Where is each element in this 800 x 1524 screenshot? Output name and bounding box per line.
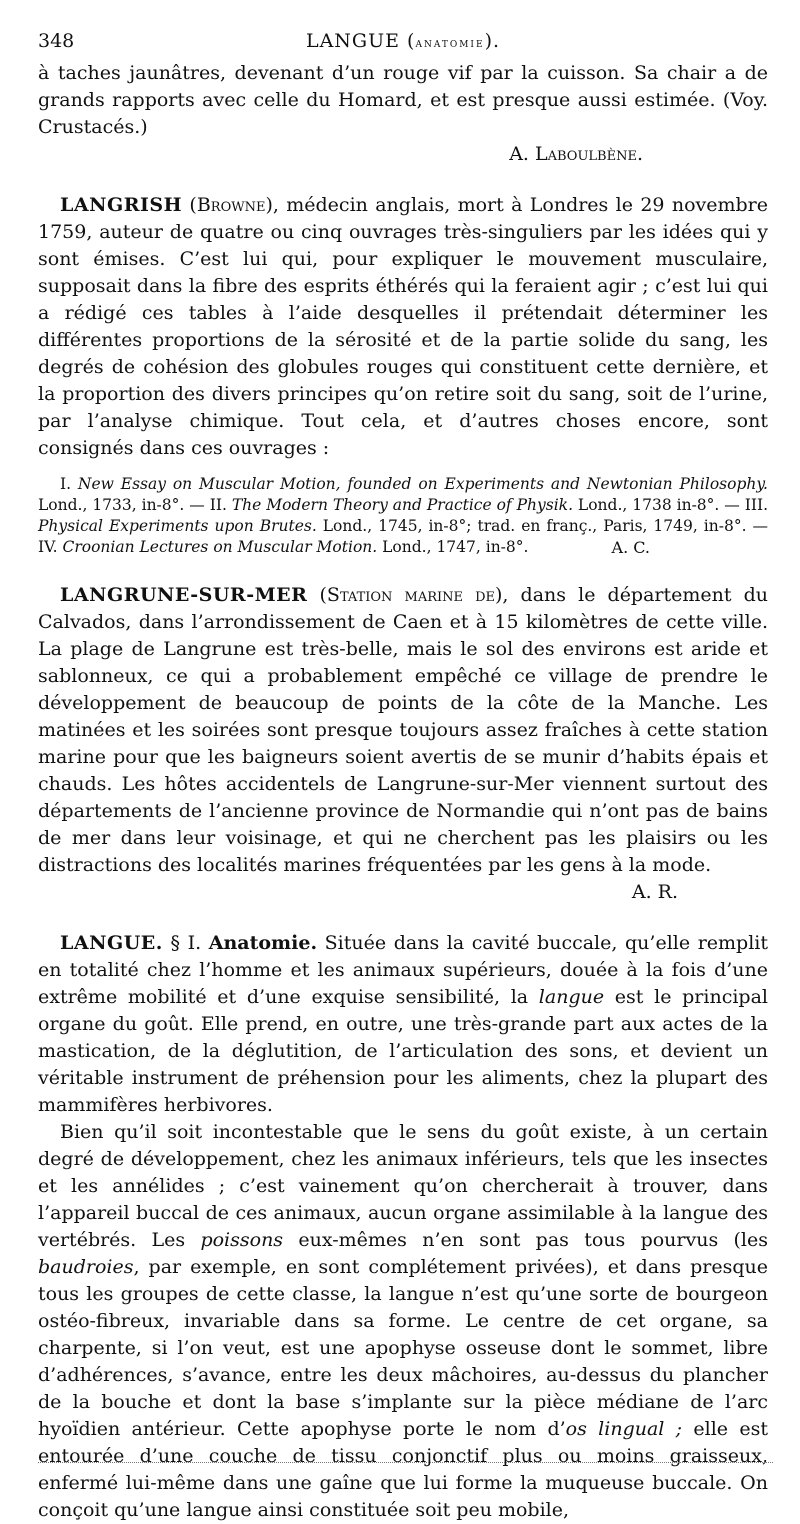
headword-langrish: LANGRISH — [60, 194, 183, 216]
footer-dotted-rule — [38, 1462, 773, 1463]
work-title: Croonian Lectures on Muscular Motion. — [62, 538, 378, 556]
langrish-text: , médecin anglais, mort à Londres le 29 novembre 1759, auteur de quatre ou cinq ouvrages très-singuliers par les idées qui y sont émises. C’est lui qui, pour expliquer le mouvement musculaire, supposait dans la fibre des esprits éthérés qui la feraient agir ; c’est lui qui a rédigé ces tables à l’aide desquelles il prétendait déterminer les différentes proportions de la sérosité et de la partie solide du sang, les degrés de cohésion des globules rouges qui constituent cette dernière, et la proportion des divers principes qu’on retire soit du sang, soit de l’urine, par l’analyse chimique. Tout cela, et d’autres choses encore, sont consignés dans ces ouvrages : — [38, 194, 769, 459]
work-title: New Essay on Muscular Motion, founded on Experiments and Newtonian Philosophy. — [77, 475, 768, 493]
page-number: 348 — [38, 30, 75, 52]
langrune-given-name: (Station marine de) — [319, 584, 503, 606]
langue-paragraph-1: LANGUE. § I. Anatomie. Située dans la cavité buccale, qu’elle remplit en totalité chez l’homme et les animaux supérieurs, douée à la fois d’une extrême mobilité et d’une exquise sensibilité, la langue est le principal organe du goût. Elle prend, en outre, une très-grande part aux actes de la mastication, de la déglutition, de l’articulation des sons, et devient un véritable instrument de préhension pour les aliments, chez la plupart des mammifères herbivores. — [38, 932, 768, 1116]
running-head — [38, 30, 768, 60]
running-title-small: anatomie — [415, 36, 485, 51]
running-title-main: LANGUE ( — [305, 30, 416, 52]
langrish-paragraph — [38, 192, 768, 462]
page — [38, 30, 768, 1524]
langrish-given-name: (Browne) — [189, 194, 273, 216]
work-title: The Modern Theory and Practice of Physik. — [231, 496, 573, 514]
langrune-paragraph — [38, 582, 768, 879]
running-title — [38, 30, 768, 52]
signature-ac: A. C. — [611, 538, 650, 557]
langrune-text: , dans le département du Calvados, dans l’arrondissement de Caen et à 15 kilomètres de cette ville. La plage de Langrune est très-belle, mais le sol des environs est aride et sablonneux, ce qui a probablement empêché ce village de prendre le développement de beaucoup de points de la côte de la Manche. Les matinées et les soirées sont presque toujours assez fraîches à cette station marine pour que les baigneurs soient avertis de se munir d’habits épais et chauds. Les hôtes accidentels de Langrune-sur-Mer viennent surtout des départements de l’ancienne province de Normandie qui n’ont pas de bains de mer dans leur voisinage, et qui ne cherchent pas les plaisirs ou les distractions des localités marines fréquentées par les gens à la mode. — [38, 584, 769, 876]
entry-langrish — [38, 192, 768, 558]
signature-laboulbene: A. Laboulbène. — [509, 143, 643, 165]
running-title-end: ). — [484, 30, 501, 52]
langue-paragraph-2: Bien qu’il soit incontestable que le sens du goût existe, à un certain degré de développement, chez les animaux inférieurs, tels que les insectes et les annélides ; c’est vainement qu’on chercherait à trouver, dans l’appareil buccal de ces animaux, aucun organe assimilable à la langue des vertébrés. Les poissons eux-mêmes n’en sont pas tous pourvus (les baudroies, par exemple, en sont complétement privées), et dans presque tous les groupes de cette classe, la langue n’est qu’une sorte de bourgeon ostéo-fibreux, invariable dans sa forme. Le centre de cet organe, sa charpente, si l’on veut, est une apophyse osseuse dont le sommet, libre d’adhérences, s’avance, entre les deux mâchoires, au-dessus du plancher de la bouche et dont la base s’implante sur la pièce médiane de l’arc hyoïdien antérieur. Cette apophyse porte le nom d’os lingual ; elle est entourée d’une couche de tissu conjonctif plus ou moins graisseux, enfermé lui-même dans une gaîne que lui forme la muqueuse buccale. On conçoit qu’une langue ainsi constituée soit peu mobile, — [38, 1121, 768, 1521]
headword-langue: LANGUE. — [60, 932, 163, 954]
signature-ar: A. R. — [631, 881, 678, 903]
section-title-anatomie: Anatomie. — [208, 932, 318, 954]
entry-langue — [38, 930, 768, 1524]
work-title: Physical Experiments upon Brutes. — [38, 517, 317, 535]
headword-langrune: LANGRUNE-SUR-MER — [60, 584, 308, 606]
entry-langrune — [38, 582, 768, 906]
langrish-bibliography: I. New Essay on Muscular Motion, founded on Experiments and Newtonian Philosophy. Lond., 1733, in-8°. — II. The Modern Theory and Practice of Physik. Lond., 1738 in-8°. — III. Physical Experiments upon Brutes. Lond., 1745, in-8°; trad. en franç., Paris, 1749, in-8°. — IV. Croonian Lectures on Muscular Motion. Lond., 1747, in-8°. — [38, 475, 769, 556]
continuation-paragraph: à taches jaunâtres, devenant d’un rouge vif par la cuisson. Sa chair a de grands rapports avec celle du Homard, et est presque aussi estimée. (Voy. Crustacés.) — [38, 62, 768, 138]
